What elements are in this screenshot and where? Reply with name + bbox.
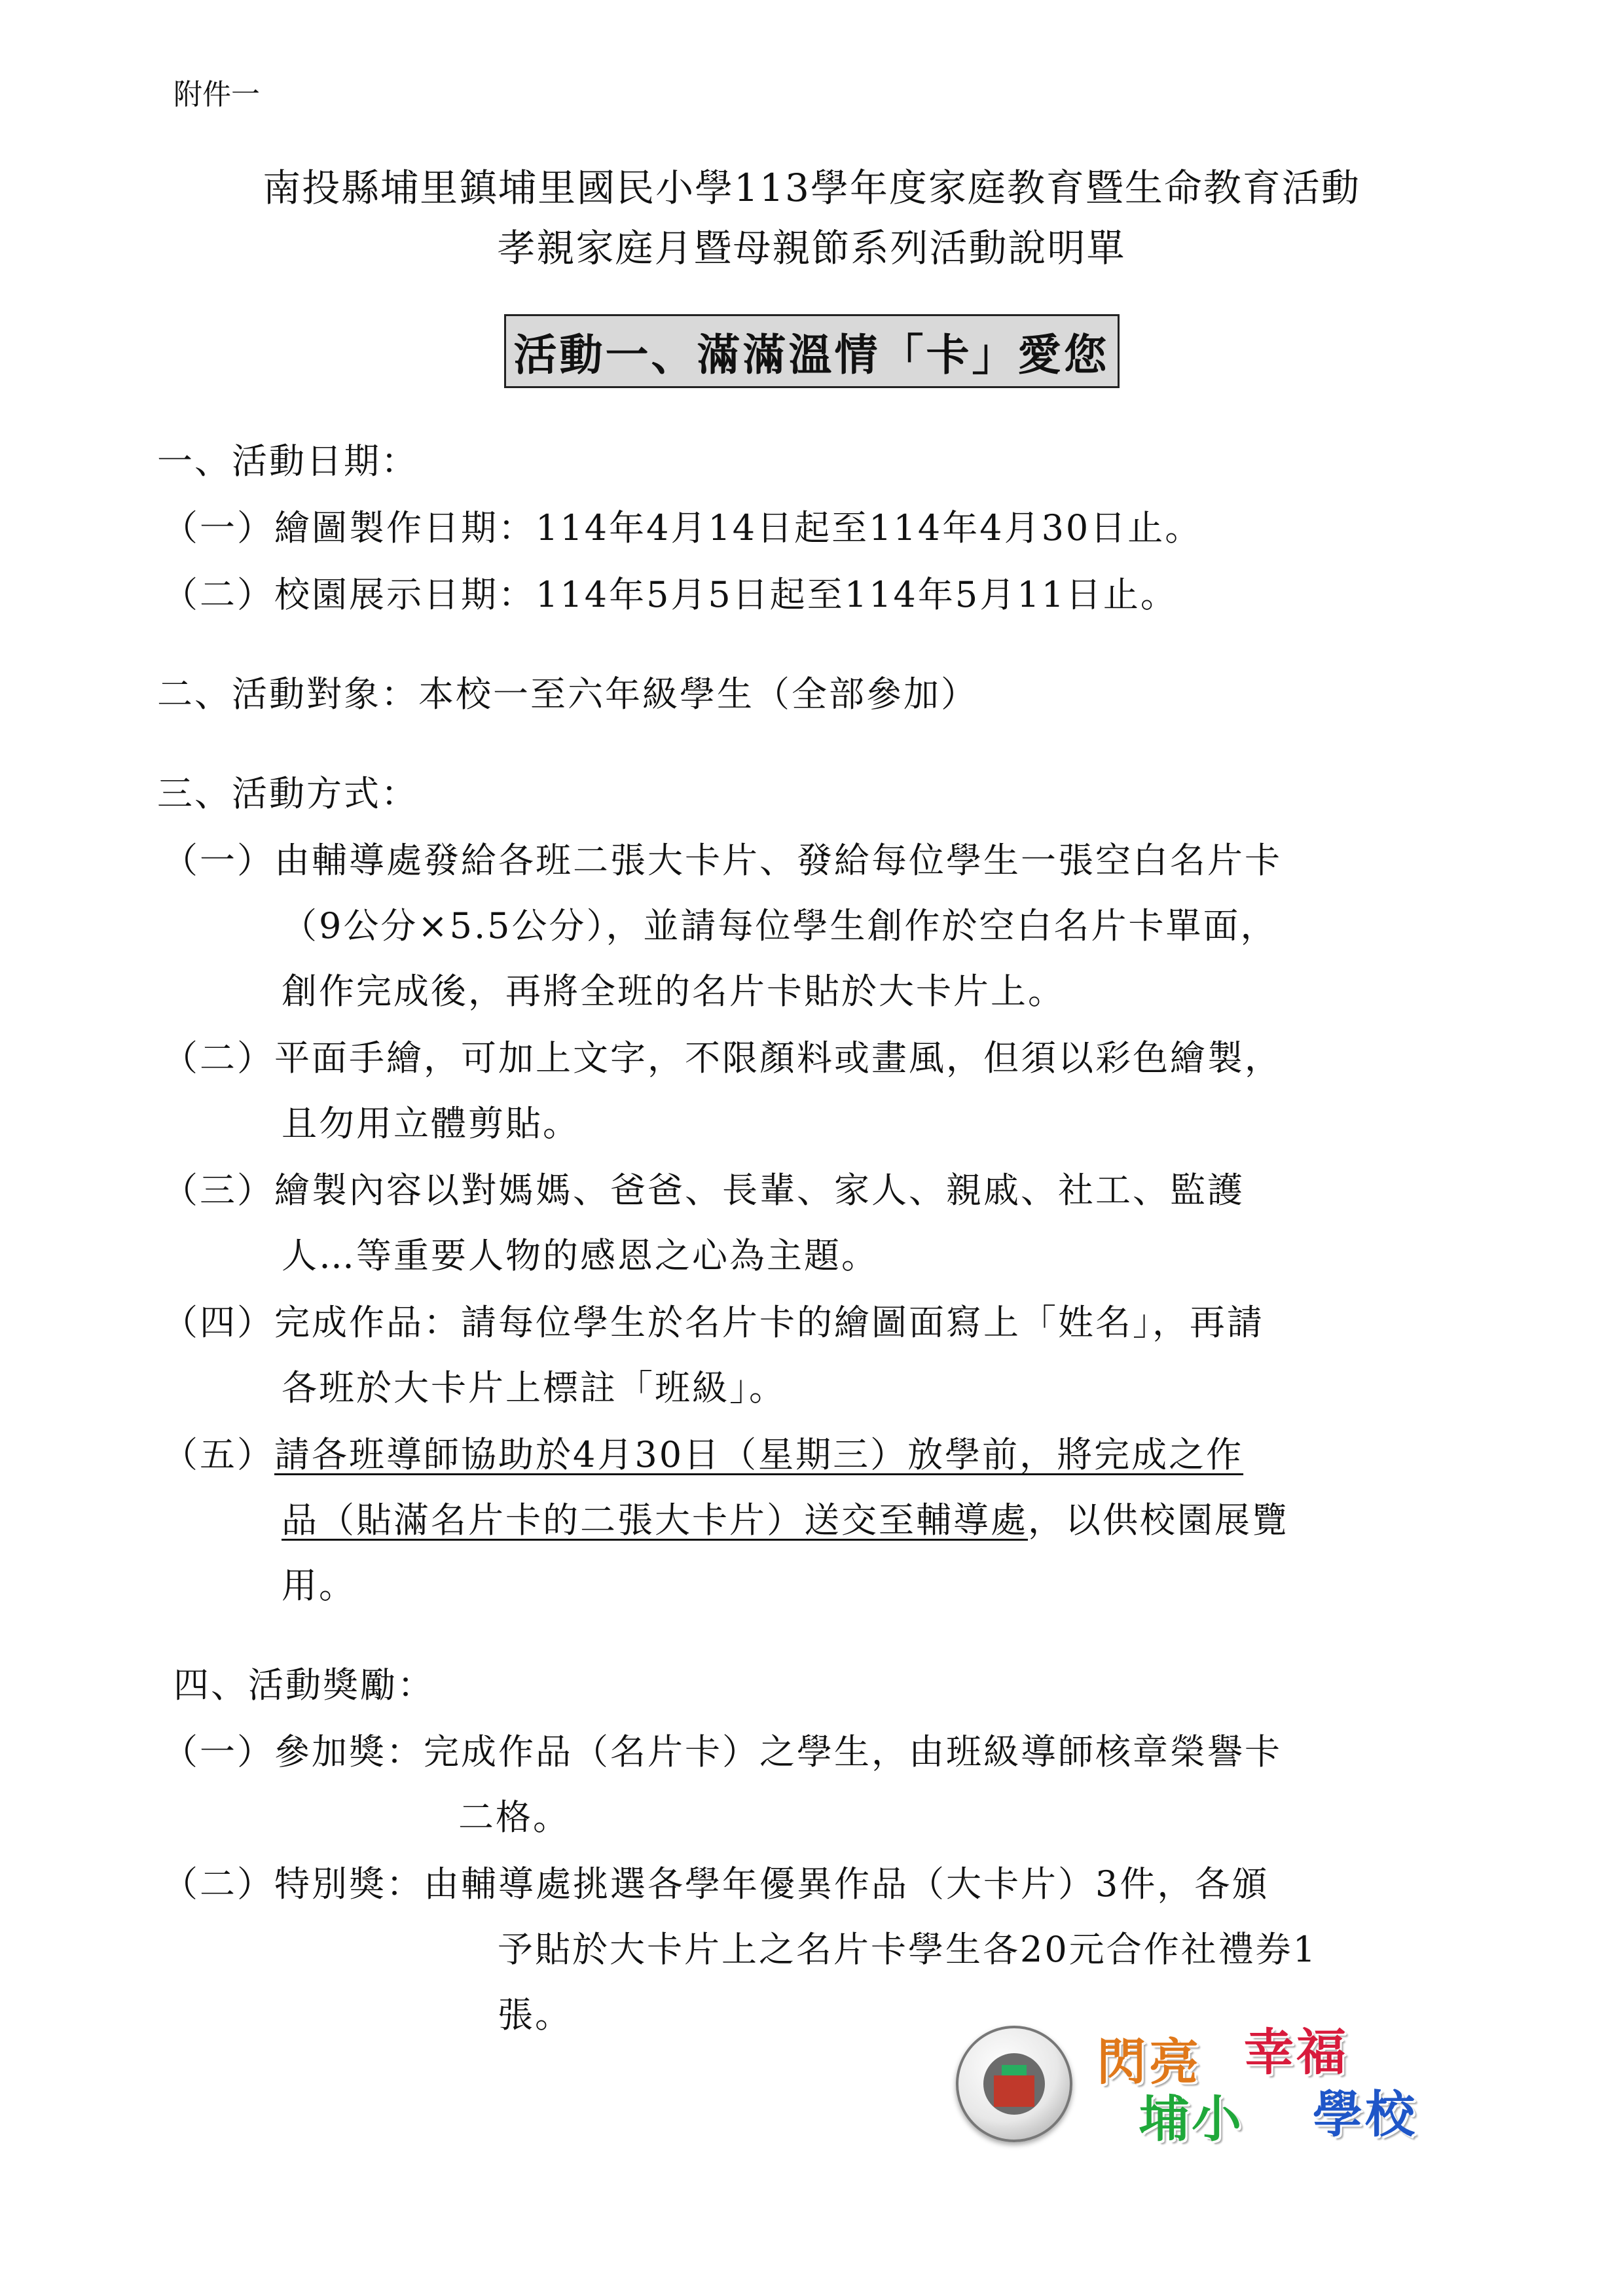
section-3-item-1-line-a: （一）由輔導處發給各班二張大卡片、發給每位學生一張空白名片卡 — [162, 840, 1282, 881]
section-3-item-2-line-b: 且勿用立體剪貼。 — [282, 1103, 580, 1144]
section-3-heading: 三、活動方式： — [157, 773, 418, 814]
section-3-item-5-underlined-a: 請各班導師協助於4月30日（星期三）放學前，將完成之作 — [274, 1434, 1244, 1475]
section-3-item-4-line-a: （四）完成作品：請每位學生於名片卡的繪圖面寫上「姓名」，再請 — [162, 1302, 1264, 1343]
section-3-item-2-line-a: （二）平面手繪，可加上文字，不限顏料或畫風，但須以彩色繪製， — [162, 1037, 1282, 1079]
activity-title-box: 活動一、滿滿溫情「卡」愛您 — [504, 314, 1120, 388]
section-3-item-5-underlined-b: 品（貼滿名片卡的二張大卡片）送交至輔導處 — [282, 1499, 1028, 1541]
section-4-item-1-line-a: （一）參加獎：完成作品（名片卡）之學生，由班級導師核章榮譽卡 — [162, 1731, 1282, 1772]
section-3-item-5-line-b — [282, 1492, 1289, 1543]
section-3-item-5-rest-b: ，以供校園展覽 — [1028, 1499, 1289, 1541]
section-3-item-1-line-b: （9公分×5.5公分），並請每位學生創作於空白名片卡單面， — [282, 905, 1278, 946]
logo-text-3: 埔小 — [1139, 2090, 1244, 2148]
section-1-item-2: （二）校園展示日期：114年5月5日起至114年5月11日止。 — [162, 574, 1178, 615]
document-title-line1: 南投縣埔里鎮埔里國民小學113學年度家庭教育暨生命教育活動 — [263, 166, 1360, 210]
school-seal-icon — [956, 2026, 1072, 2142]
activity-title-wrapper — [0, 314, 1623, 388]
section-1-item-1: （一）繪圖製作日期：114年4月14日起至114年4月30日止。 — [162, 507, 1203, 548]
section-4-item-1-line-b: 二格。 — [458, 1797, 570, 1838]
section-2-heading: 二、活動對象：本校一至六年級學生（全部參加） — [157, 673, 978, 715]
section-4-item-2-line-a: （二）特別獎：由輔導處挑選各學年優異作品（大卡片）3件，各頒 — [162, 1863, 1269, 1905]
section-4-item-2-line-b: 予貼於大卡片上之名片卡學生各20元合作社禮券1 — [498, 1929, 1318, 1970]
section-3-item-5-prefix: （五） — [162, 1434, 274, 1475]
section-4-item-2-line-c: 張。 — [498, 1994, 572, 2036]
section-3-item-1-line-c: 創作完成後，再將全班的名片卡貼於大卡片上。 — [282, 971, 1065, 1012]
section-4-heading: 四、活動獎勵： — [173, 1664, 435, 1706]
section-3-item-5-line-c: 用。 — [282, 1565, 356, 1606]
section-1-heading: 一、活動日期： — [157, 440, 418, 482]
section-3-item-3-line-b: 人…等重要人物的感恩之心為主題。 — [282, 1235, 879, 1276]
school-logo — [956, 2023, 1440, 2157]
logo-text-1: 閃亮 — [1097, 2033, 1201, 2091]
section-3-item-4-line-b: 各班於大卡片上標註「班級」。 — [282, 1367, 786, 1408]
document-title-line2: 孝親家庭月暨母親節系列活動說明單 — [497, 226, 1126, 270]
logo-text-4: 學校 — [1313, 2085, 1417, 2144]
attachment-label: 附件一 — [173, 78, 260, 111]
section-3-item-3-line-a: （三）繪製內容以對媽媽、爸爸、長輩、家人、親戚、社工、監護 — [162, 1170, 1245, 1211]
logo-text-2: 幸福 — [1244, 2023, 1349, 2081]
section-3-item-5-line-a — [162, 1427, 1243, 1477]
